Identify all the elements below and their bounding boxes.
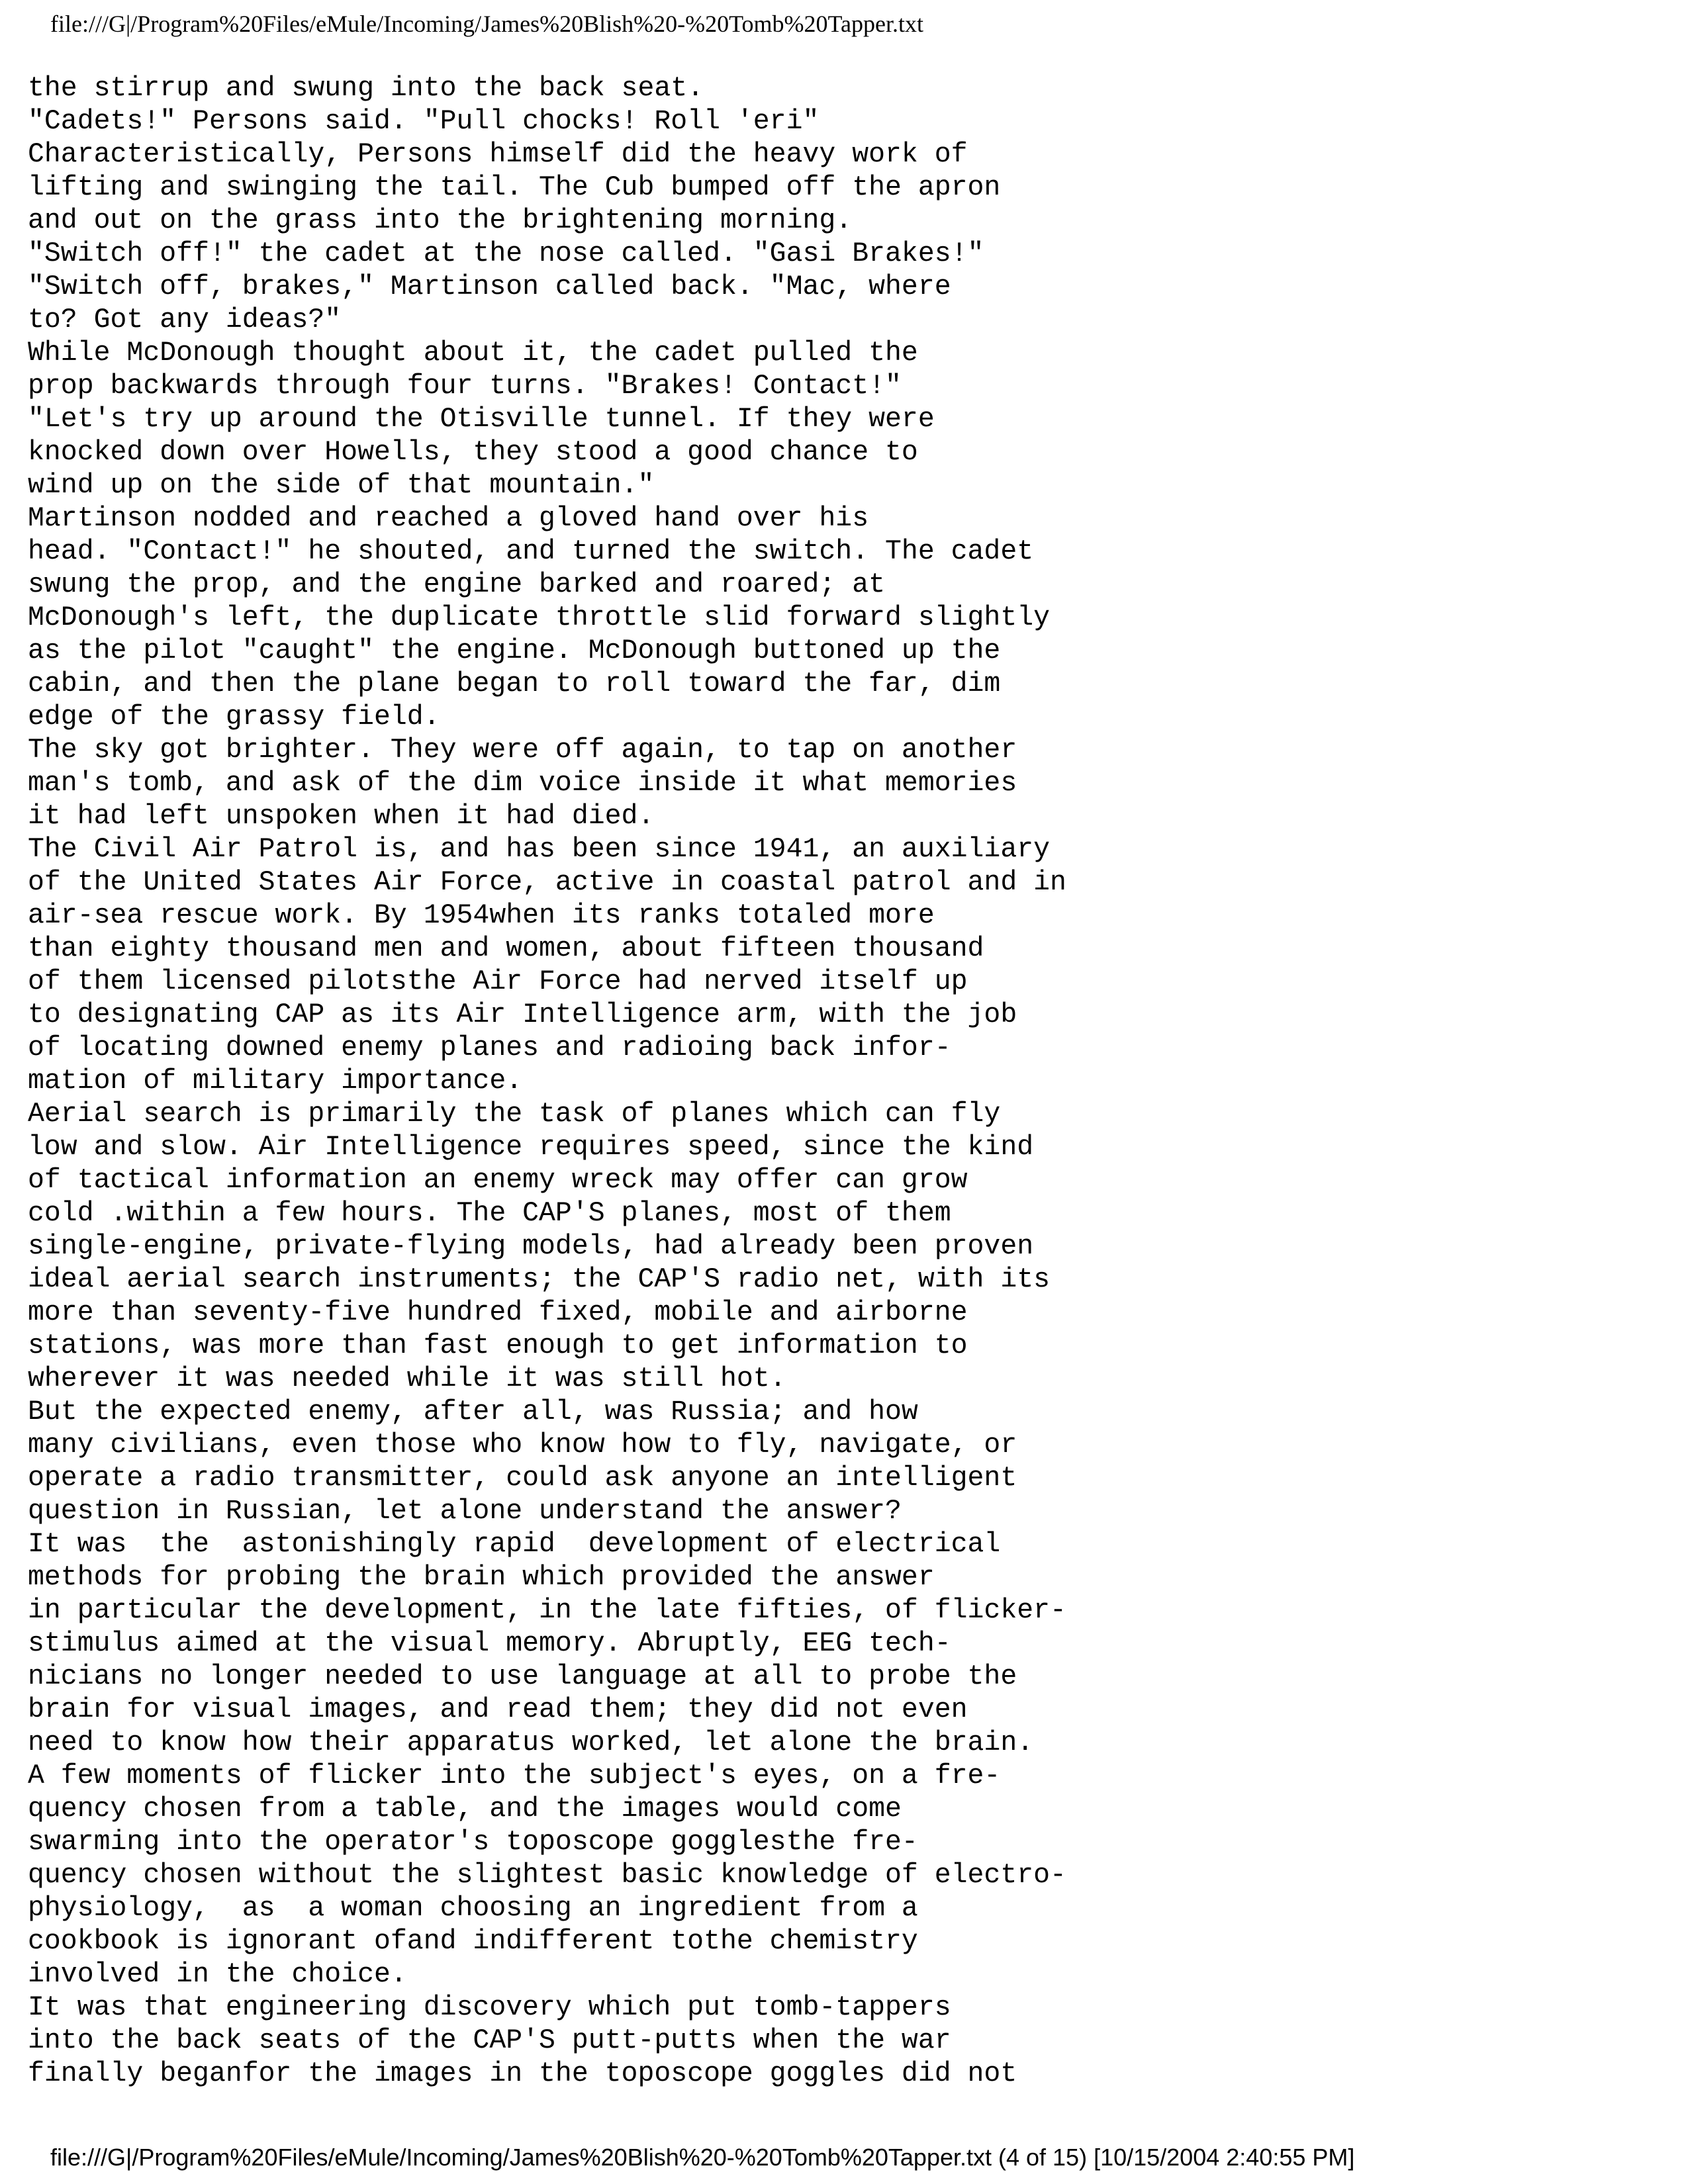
text-line: of them licensed pilotsthe Air Force had nerved itself up <box>28 966 968 997</box>
text-line: quency chosen from a table, and the images would come <box>28 1794 902 1825</box>
text-line: in particular the development, in the late fifties, of flicker- <box>28 1595 1066 1626</box>
text-line: "Let's try up around the Otisville tunnel. If they were <box>28 404 935 435</box>
text-line: swung the prop, and the engine barked and roared; at <box>28 569 886 600</box>
text-line: knocked down over Howells, they stood a good chance to <box>28 437 918 468</box>
text-line: "Switch off!" the cadet at the nose called. "Gasi Brakes!" <box>28 238 984 269</box>
text-line: stimulus aimed at the visual memory. Abruptly, EEG tech- <box>28 1628 951 1659</box>
text-line: air-sea rescue work. By 1954when its ranks totaled more <box>28 900 935 931</box>
text-line: it had left unspoken when it had died. <box>28 801 655 832</box>
text-line: McDonough's left, the duplicate throttle slid forward slightly <box>28 602 1051 633</box>
text-line: The sky got brighter. They were off again, to tap on another <box>28 735 1017 766</box>
text-line: to designating CAP as its Air Intelligence arm, with the job <box>28 999 1017 1030</box>
text-line: as the pilot "caught" the engine. McDonough buttoned up the <box>28 635 1001 666</box>
text-line: and out on the grass into the brightening morning. <box>28 205 853 236</box>
text-line: mation of military importance. <box>28 1066 523 1097</box>
text-line: man's tomb, and ask of the dim voice inside it what memories <box>28 768 1017 799</box>
text-line: head. "Contact!" he shouted, and turned the switch. The cadet <box>28 536 1034 567</box>
text-line: cookbook is ignorant ofand indifferent tothe chemistry <box>28 1926 918 1957</box>
text-line: wind up on the side of that mountain." <box>28 470 655 501</box>
text-line: "Switch off, brakes," Martinson called back. "Mac, where <box>28 271 951 302</box>
text-line: cold .within a few hours. The CAP'S planes, most of them <box>28 1198 951 1229</box>
text-line: than eighty thousand men and women, about fifteen thousand <box>28 933 984 964</box>
text-line: of the United States Air Force, active in coastal patrol and in <box>28 867 1066 898</box>
text-line: methods for probing the brain which provided the answer <box>28 1562 935 1593</box>
text-line: more than seventy-five hundred fixed, mobile and airborne <box>28 1297 968 1328</box>
text-line: to? Got any ideas?" <box>28 304 342 336</box>
text-line: Aerial search is primarily the task of planes which can fly <box>28 1099 1001 1130</box>
text-line: the stirrup and swung into the back seat. <box>28 73 704 104</box>
text-line: need to know how their apparatus worked, let alone the brain. <box>28 1727 1034 1758</box>
text-line: It was the astonishingly rapid development of electrical <box>28 1529 1001 1560</box>
page-footer: file:///G|/Program%20Files/eMule/Incoming/James%20Blish%20-%20Tomb%20Tapper.txt (4 of 15) [10/15/2004 2:40:55 PM] <box>50 2144 1355 2171</box>
text-line: brain for visual images, and read them; they did not even <box>28 1694 968 1725</box>
text-line: It was that engineering discovery which put tomb-tappers <box>28 1992 951 2023</box>
text-line: into the back seats of the CAP'S putt-putts when the war <box>28 2025 951 2056</box>
text-line: quency chosen without the slightest basic knowledge of electro- <box>28 1860 1066 1891</box>
text-line: cabin, and then the plane began to roll toward the far, dim <box>28 668 1001 700</box>
text-line: operate a radio transmitter, could ask anyone an intelligent <box>28 1463 1017 1494</box>
text-line: But the expected enemy, after all, was Russia; and how <box>28 1396 918 1428</box>
text-line: Characteristically, Persons himself did the heavy work of <box>28 139 968 170</box>
text-line: single-engine, private-flying models, had already been proven <box>28 1231 1034 1262</box>
text-line: stations, was more than fast enough to get information to <box>28 1330 968 1361</box>
text-line: of locating downed enemy planes and radioing back infor- <box>28 1032 951 1064</box>
page-header-url: file:///G|/Program%20Files/eMule/Incoming/James%20Blish%20-%20Tomb%20Tapper.txt <box>50 11 923 37</box>
text-line: While McDonough thought about it, the cadet pulled the <box>28 338 918 369</box>
text-line: finally beganfor the images in the toposcope goggles did not <box>28 2058 1017 2089</box>
text-line: A few moments of flicker into the subject's eyes, on a fre- <box>28 1760 1001 1792</box>
text-line: edge of the grassy field. <box>28 702 440 733</box>
text-line: swarming into the operator's toposcope gogglesthe fre- <box>28 1827 918 1858</box>
text-line: "Cadets!" Persons said. "Pull chocks! Roll 'eri" <box>28 106 820 137</box>
text-line: wherever it was needed while it was still hot. <box>28 1363 786 1394</box>
text-line: physiology, as a woman choosing an ingredient from a <box>28 1893 918 1924</box>
text-line: lifting and swinging the tail. The Cub bumped off the apron <box>28 172 1001 203</box>
text-line: nicians no longer needed to use language at all to probe the <box>28 1661 1017 1692</box>
text-line: Martinson nodded and reached a gloved hand over his <box>28 503 869 534</box>
text-line: of tactical information an enemy wreck may offer can grow <box>28 1165 968 1196</box>
text-line: The Civil Air Patrol is, and has been since 1941, an auxiliary <box>28 834 1051 865</box>
text-line: low and slow. Air Intelligence requires speed, since the kind <box>28 1132 1034 1163</box>
text-line: question in Russian, let alone understand the answer? <box>28 1496 902 1527</box>
text-line: ideal aerial search instruments; the CAP'S radio net, with its <box>28 1264 1051 1295</box>
document-body <box>28 72 1066 2091</box>
text-line: involved in the choice. <box>28 1959 407 1990</box>
text-line: many civilians, even those who know how to fly, navigate, or <box>28 1430 1017 1461</box>
text-line: prop backwards through four turns. "Brakes! Contact!" <box>28 371 902 402</box>
